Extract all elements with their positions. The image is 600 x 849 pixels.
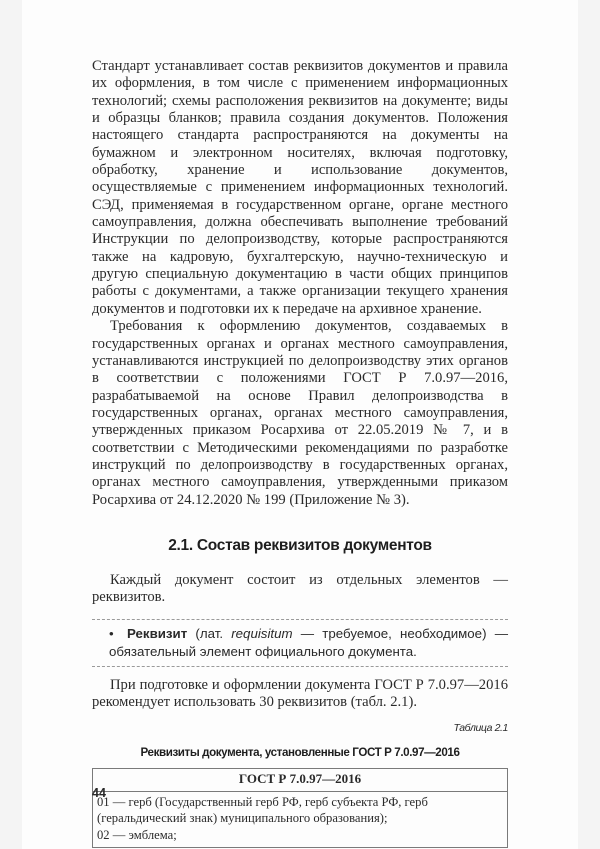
table-header-cell: ГОСТ Р 7.0.97—2016	[93, 769, 508, 792]
section-title: 2.1. Состав реквизитов документов	[168, 536, 432, 554]
table-row	[93, 791, 508, 848]
table-label: Таблица 2.1	[453, 722, 508, 735]
page-number: 44	[92, 786, 106, 800]
definition-item	[92, 625, 508, 661]
definition-box	[92, 619, 508, 667]
bullet-icon: •	[109, 625, 114, 641]
table-title: Реквизиты документа, установленные ГОСТ Р 7.0.97—2016	[140, 746, 460, 760]
table-row-item: 02 — эмблема;	[97, 827, 177, 842]
requisites-table	[92, 768, 508, 848]
paragraph-standard-scope: Стандарт устанавливает состав реквизитов документов и правила их оформления, в том числе с применением информационных технологий; схемы расположения реквизитов на документе; виды и образцы бланков; правила создания документов. Положения настоящего стандарта распространяются на документы на бумажном и электронном носителях, включая подготовку, обработку, хранение и использование документов, осуществляемые с применением информационных технологий. СЭД, применяемая в государственном органе, органе местного самоуправления, должна обеспечивать выполнение требований Инструкции по делопроизводству, которые распространяются также на кадровую, бухгалтерскую, научно-техническую и другую специальную документацию в части общих принципов работы с документами, а также организации текущего хранения документов и подготовки их к передаче на архивное хранение.	[92, 58, 508, 317]
section-intro: Каждый документ состоит из отдельных элементов — реквизитов.	[92, 571, 508, 606]
paragraph-recommendation: При подготовке и оформлении документа ГОСТ Р 7.0.97—2016 рекомендует использовать 30 реквизитов (табл. 2.1).	[92, 676, 508, 710]
definition-term: Реквизит	[127, 625, 188, 641]
definition-lat-prefix: (лат.	[187, 625, 232, 641]
definition-latin: requisitum	[231, 625, 293, 641]
definition-text: — требуемое, необходимое) — обязательный элемент официального документа.	[109, 625, 508, 659]
table-row-item: 01 — герб (Государственный герб РФ, герб субъекта РФ, герб (геральдический знак) муниципального образования);	[97, 794, 428, 826]
page-content	[92, 58, 508, 848]
table-header-row	[93, 769, 508, 792]
paragraph-requirements: Требования к оформлению документов, создаваемых в государственных органах и органах местного самоуправления, устанавливаются инструкцией по делопроизводству этих органов в соответствии с положениями ГОСТ Р 7.0.97—2016, разрабатываемой на основе Правил делопроизводства в государственных органах, органах местного самоуправления, утвержденных приказом Росархива от 22.05.2019 № 7, и в соответствии с Методическими рекомендациями по разработке инструкций по делопроизводству в государственных органах, органах местного самоуправления, утвержденными приказом Росархива от 24.12.2020 № 199 (Приложение № 3).	[92, 318, 508, 508]
table-cell	[93, 791, 508, 848]
